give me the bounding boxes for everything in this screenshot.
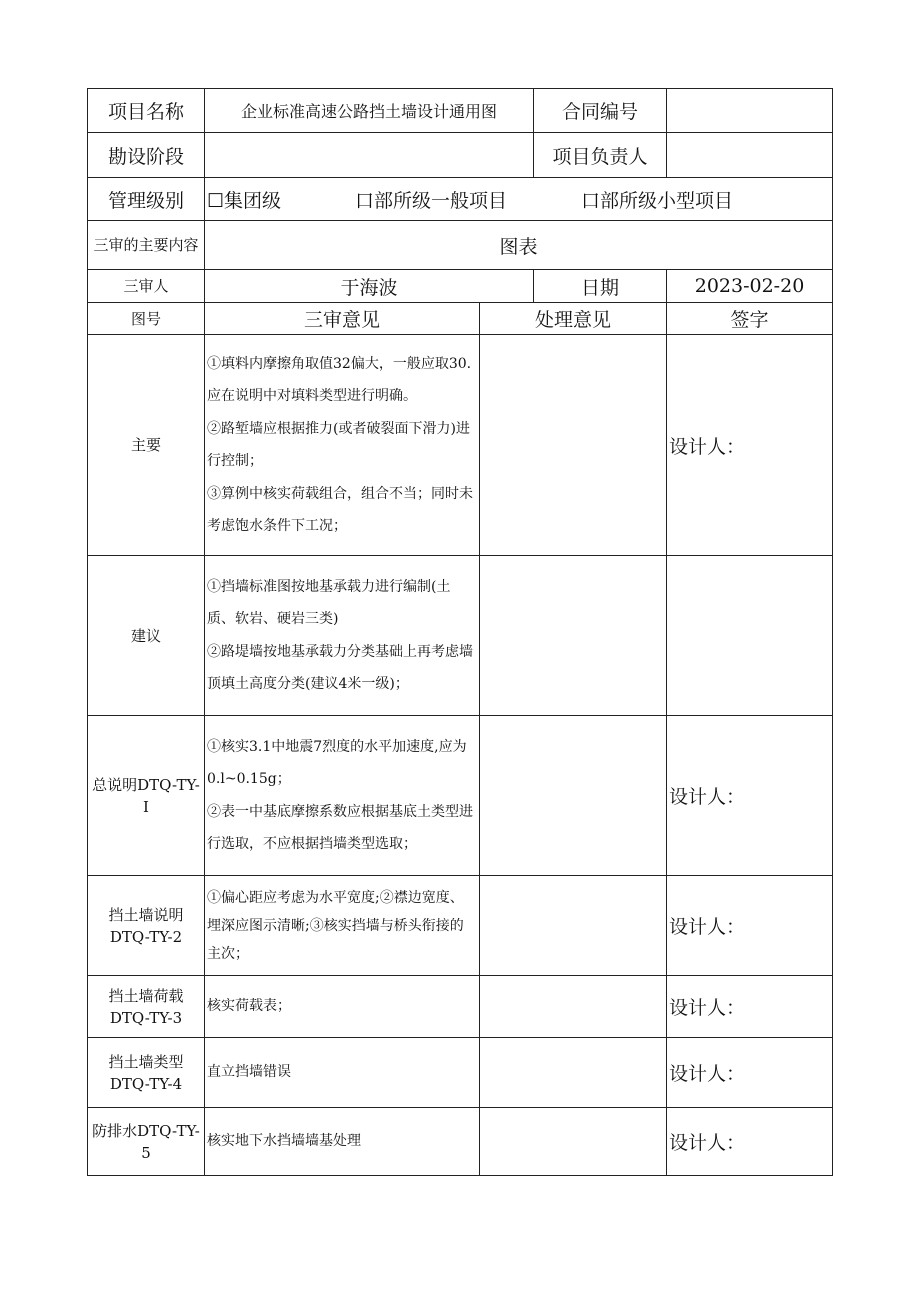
col-drawing-no: 图号 [88,303,205,335]
opinion-line: ②表一中基底摩擦系数应根据基底土类型进行选取，不应根据挡墙类型选取； [207,803,473,852]
row-label: 建议 [88,556,205,716]
signature-cell[interactable]: 设计人： [667,876,833,976]
row-label: 挡土墙说明DTQ-TY-2 [88,876,205,976]
handling-cell[interactable] [480,335,667,556]
opinion-line: 直立挡墙错误 [207,1064,291,1081]
review-form-table [87,88,833,1176]
opinion-cell [205,876,480,976]
table-row [88,1038,833,1108]
col-signature: 签字 [667,303,833,335]
table-row [88,1108,833,1176]
date-label: 日期 [534,270,667,303]
table-row [88,335,833,556]
project-name-label: 项目名称 [88,89,205,133]
table-row [88,556,833,716]
opinion-cell [205,716,480,876]
mgmt-level-label: 管理级别 [88,178,205,221]
mgmt-option-group[interactable]: ☐集团级 [207,189,282,212]
signature-cell[interactable]: 设计人： [667,335,833,556]
opinion-line: ①偏心距应考虑为水平宽度;②襟边宽度、埋深应图示清晰;③核实挡墙与桥头衔接的主次； [207,889,464,962]
handling-cell[interactable] [480,1038,667,1108]
opinion-cell [205,335,480,556]
table-row [88,716,833,876]
opinion-line: ①填料内摩擦角取值32偏大，一般应取30.应在说明中对填料类型进行明确。 [207,355,472,404]
col-opinion: 三审意见 [205,303,480,335]
opinion-cell [205,976,480,1038]
col-handling: 处理意见 [480,303,667,335]
contract-no-value[interactable] [667,89,833,133]
project-name-value[interactable]: 企业标准高速公路挡土墙设计通用图 [205,89,534,133]
opinion-cell [205,1038,480,1108]
project-lead-label: 项目负责人 [534,133,667,178]
row-label: 总说明DTQ-TY-I [88,716,205,876]
opinion-line: ①核实3.1中地震7烈度的水平加速度,应为0.l~0.15g； [207,738,467,787]
signature-cell[interactable] [667,556,833,716]
reviewer-value[interactable]: 于海波 [205,270,534,303]
opinion-cell [205,556,480,716]
opinion-line: ③算例中核实荷载组合，组合不当；同时未考虑饱水条件下工况； [207,485,473,534]
survey-stage-label: 勘设阶段 [88,133,205,178]
review-content-label: 三审的主要内容 [88,221,205,270]
contract-no-label: 合同编号 [534,89,667,133]
opinion-line: ①挡墙标准图按地基承载力进行编制(土质、软岩、硬岩三类) [207,578,451,627]
row-label: 防排水DTQ-TY-5 [88,1108,205,1176]
table-row [88,876,833,976]
handling-cell[interactable] [480,716,667,876]
opinion-line: ②路堤墙按地基承载力分类基础上再考虑墙顶填土高度分类(建议4米一级)； [207,643,473,692]
project-lead-value[interactable] [667,133,833,178]
opinion-line: 核实荷载表； [207,998,291,1015]
mgmt-option-dept-general[interactable]: 口部所级一般项目 [355,189,508,212]
table-row [88,976,833,1038]
opinion-line: ②路堑墙应根据推力(或者破裂面下滑力)进行控制； [207,420,470,469]
handling-cell[interactable] [480,556,667,716]
signature-cell[interactable]: 设计人： [667,1108,833,1176]
row-label: 挡土墙荷载DTQ-TY-3 [88,976,205,1038]
handling-cell[interactable] [480,1108,667,1176]
signature-cell[interactable]: 设计人： [667,716,833,876]
row-label: 挡土墙类型DTQ-TY-4 [88,1038,205,1108]
handling-cell[interactable] [480,976,667,1038]
handling-cell[interactable] [480,876,667,976]
opinion-line: 核实地下水挡墙墙基处理 [207,1133,361,1150]
review-content-value[interactable]: 图表 [205,221,833,270]
opinion-cell [205,1108,480,1176]
signature-cell[interactable]: 设计人： [667,1038,833,1108]
date-value[interactable]: 2023-02-20 [667,270,833,303]
survey-stage-value[interactable] [205,133,534,178]
mgmt-option-dept-small[interactable]: 口部所级小型项目 [581,189,734,212]
mgmt-level-options [205,178,833,221]
row-label: 主要 [88,335,205,556]
reviewer-label: 三审人 [88,270,205,303]
signature-cell[interactable]: 设计人： [667,976,833,1038]
